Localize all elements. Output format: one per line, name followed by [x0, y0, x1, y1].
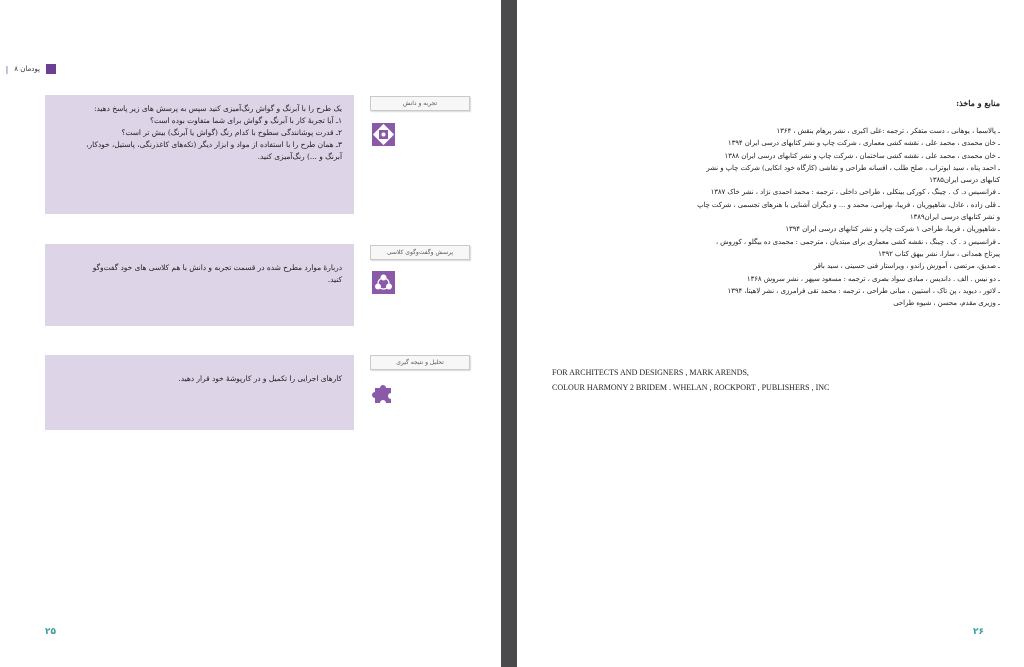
- references-title: منابع و ماخذ:: [956, 98, 1000, 108]
- analysis-line: کارهای اجرایی را تکمیل و در کارپوشهٔ خود قرار دهید.: [178, 374, 342, 383]
- reference-line: کتابهای درسی ایران۱۳۸۵: [929, 176, 1000, 185]
- analysis-box: [45, 355, 354, 430]
- reference-line: ـ قلی زاده ، عادل، شاهپوریان ، فریبا، بهرامی، محمد و ... و دیگران آشنایی با هنرهای تجسمی ، شرکت چاپ: [697, 200, 1000, 209]
- puzzle-piece-icon: [372, 382, 395, 405]
- experience-line: یک طرح را با آبرنگ و گواش رنگ‌آمیزی کنید سپس به پرسش های زیر پاسخ دهید:: [94, 104, 342, 113]
- reference-line: ـ فرانسیس د . ک . چینگ ، نقشه کشی معماری برای مبتدیان ، مترجمی : محمدی ده بیگلو ، کوروش ،: [715, 237, 1000, 246]
- discussion-box: [45, 244, 354, 326]
- section-label-discussion: پرسش وگفت‌وگوی کلاسی: [370, 245, 470, 260]
- puzzle-pattern-icon: [372, 123, 395, 146]
- experience-line: ۳ـ همان طرح را با استفاده از مواد و ابزار دیگر (تکه‌های کاغذرنگی، پاستیل، خودکار،: [86, 140, 342, 149]
- header-separator: |: [5, 64, 9, 74]
- discussion-line: کنید.: [327, 275, 342, 284]
- right-page: [517, 0, 1024, 667]
- section-label-analysis: تحلیل و نتیجه گیری: [370, 355, 470, 370]
- experience-line: آبرنگ و ...) رنگ‌آمیزی کنید.: [257, 152, 342, 161]
- experience-line: ۲ـ قدرت پوشانندگی سطوح با کدام رنگ (گواش یا آبرنگ) بیش تر است؟: [121, 128, 342, 137]
- reference-line: ـ خان محمدی ، محمد علی ، نقشه کشی ساختمان ، شرکت چاپ و نشر کتابهای درسی ایران ۱۳۸۸: [724, 151, 1000, 160]
- reference-line: ـ صدیق، مرتضی ، آموزش راندو ، ویراستار فنی حسینی ، سید باقر: [813, 262, 1000, 271]
- left-page: [0, 0, 501, 667]
- latin-reference-line: FOR ARCHITECTS AND DESIGNERS , MARK ARENDS,: [552, 368, 749, 377]
- page-number-right: ۲۶: [973, 627, 984, 637]
- page-number-left: ۲۵: [45, 627, 56, 637]
- discussion-line: دربارهٔ موارد مطرح شده در قسمت تجربه و دانش با هم کلاسی های خود گفت‌وگو: [92, 263, 342, 272]
- reference-line: ـ پالاسما ، یوهانی ، دست متفکر ، ترجمه :علی اکبری ، نشر پرهام بنقش ، ۱۳۶۴: [776, 127, 1000, 135]
- chapter-number: پودمان ۸: [14, 65, 40, 73]
- reference-line: ـ شاهپوریان ، فریبا، طراحی ۱ شرکت چاپ و نشر کتابهای درسی ایران ۱۳۹۴: [785, 225, 1000, 234]
- latin-references: [552, 365, 829, 395]
- experience-line: ۱ـ آیا تجربهٔ کار با آبرنگ و گواش برای شما متفاوت بوده است؟: [150, 116, 342, 125]
- reference-line: پیرتاج همدانی ، سارا، نشر بیهق کتاب ۱۳۹۲: [878, 249, 1000, 258]
- people-circle-icon: [372, 271, 395, 294]
- reference-line: و نشر کتابهای درسی ایران۱۳۸۹: [909, 213, 1000, 222]
- reference-line: ـ وزیری مقدم، محسن ، شیوه طراحی: [893, 299, 1000, 308]
- header-square-icon: [46, 64, 56, 74]
- reference-line: ـ دو نیس . الف . داندیس ، مبادی سواد بصری ، ترجمه : مسعود سپهر ، نشر سروش ۱۳۶۸: [746, 274, 1000, 283]
- experience-box: [45, 95, 354, 214]
- section-label-experience: تجربه و دانش: [370, 96, 470, 111]
- latin-reference-line: COLOUR HARMONY 2 BRIDEM . WHELAN , ROCKPORT , PUBLISHERS , INC: [552, 383, 830, 392]
- chapter-header: [0, 64, 56, 74]
- reference-line: ـ فرانسیس د. ک . چینگ ، کورکی بینکلی ، طراحی داخلی ، ترجمه : محمد احمدی نژاد ، نشر خاک ۱۳۸۷: [710, 188, 1000, 197]
- reference-line: ـ لائور ، دیوید ، پن تاک ، استیین ، مبانی طراحی ، ترجمه : محمد تقی فرامرزی ، نشر لاهیتا، ۱۳۹۴: [727, 286, 1000, 295]
- references-list: [560, 125, 1000, 309]
- reference-line: ـ احمد پناه ، سید ابوتراب ، صلح طلب ، افسانه طراحی و نقاشی (کارگاه خود انکایی) شرکت چاپ و نشر: [706, 163, 1000, 172]
- reference-line: ـ خان محمدی ، محمد علی ، نقشه کشی معماری ، شرکت چاپ و نشر کتابهای درسی ایران ۱۳۹۴: [727, 139, 1000, 148]
